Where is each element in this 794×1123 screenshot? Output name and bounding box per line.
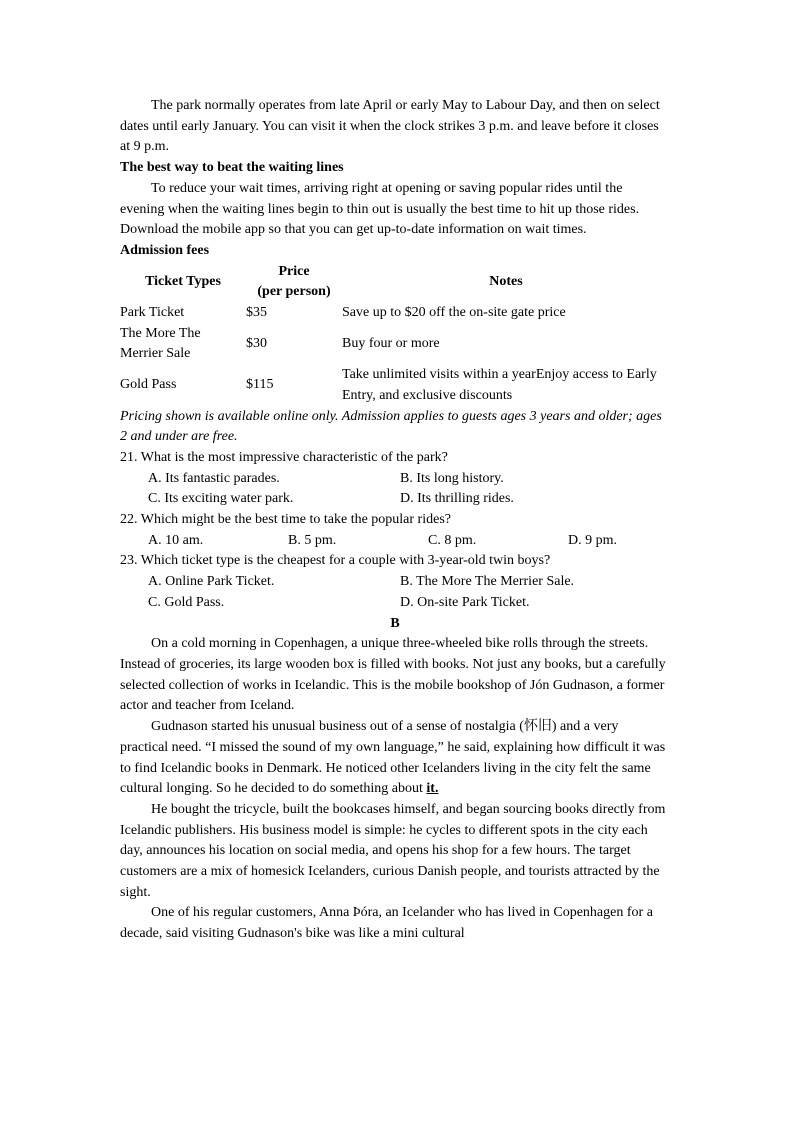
passage-b-paragraph-2-text: Gudnason started his unusual business out of a sense of nostalgia (怀旧) and a very practical need. “I missed the sound of my own language,” he said, explaining how difficult it was to find Icelandic books in Denmark. He noticed other Icelanders living in the city felt the same cultural longing. So he decided to do something about: [120, 719, 666, 797]
price-cell: $115: [246, 377, 274, 393]
underlined-reference: it.: [426, 781, 439, 797]
passage-b-paragraph-2: [120, 717, 670, 800]
ticket-type-cell: Gold Pass: [120, 377, 177, 393]
option-b: B. 5 pm.: [288, 532, 337, 548]
option-a: A. Online Park Ticket.: [148, 574, 275, 590]
notes-cell: Take unlimited visits within a yearEnjoy access to Early Entry, and exclusive discounts: [342, 367, 657, 403]
intro-paragraph-2: To reduce your wait times, arriving right at opening or saving popular rides until the evening when the waiting lines begin to thin out is usually the best time to hit up those rides. Download the mobile app so that you can get up-to-date information on wait times.: [120, 180, 640, 238]
table-row: [120, 303, 670, 324]
question-23-options-row-2: [120, 593, 670, 614]
option-a: A. 10 am.: [148, 532, 204, 548]
option-c: C. Gold Pass.: [148, 594, 225, 610]
passage-b-paragraph-3: He bought the tricycle, built the bookcases himself, and began sourcing books directly from Icelandic publishers. His business model is simple: he cycles to different spots in the city each day, announces his location on social media, and opens his shop for a few hours. The target customers are a mix of homesick Icelanders, curious Danish people, and tourists attracted by the sight.: [120, 801, 666, 900]
intro-paragraph-1: The park normally operates from late April or early May to Labour Day, and then on select dates until early January. You can visit it when the clock strikes 3 p.m. and leave before it closes at 9 p.m.: [120, 98, 660, 155]
col-price: [246, 262, 342, 303]
question-21-stem: 21. What is the most impressive characteristic of the park?: [120, 449, 448, 465]
option-d: D. On-site Park Ticket.: [400, 594, 530, 610]
waiting-lines-heading: The best way to beat the waiting lines: [120, 160, 344, 176]
table-row: [120, 365, 670, 406]
question-21-options-row-2: [120, 489, 670, 510]
section-b-label: B: [390, 615, 400, 631]
price-cell: $35: [246, 305, 267, 321]
question-23-options-row-1: [120, 572, 670, 593]
price-cell: $30: [246, 336, 267, 352]
ticket-type-cell: The More The Merrier Sale: [120, 325, 201, 362]
admission-fees-heading: Admission fees: [120, 242, 210, 258]
passage-b-paragraph-4: One of his regular customers, Anna Þóra, an Icelander who has lived in Copenhagen for a decade, said visiting Gudnason's bike was like a mini cultural: [120, 905, 653, 942]
question-21-options-row-1: [120, 469, 670, 490]
table-row: [120, 324, 670, 365]
pricing-footnote: Pricing shown is available online only. Admission applies to guests ages 3 years and older; ages 2 and under are free.: [120, 408, 662, 445]
option-c: C. 8 pm.: [428, 532, 477, 548]
ticket-type-cell: Park Ticket: [120, 305, 185, 321]
table-header-row: [120, 262, 670, 303]
option-a: A. Its fantastic parades.: [148, 470, 280, 486]
notes-cell: Save up to $20 off the on-site gate price: [342, 305, 566, 321]
question-22-stem: 22. Which might be the best time to take the popular rides?: [120, 512, 451, 528]
option-d: D. 9 pm.: [568, 532, 617, 548]
option-b: B. The More The Merrier Sale.: [400, 574, 575, 590]
col-price-label: Price: [278, 263, 310, 279]
question-23-stem: 23. Which ticket type is the cheapest for a couple with 3-year-old twin boys?: [120, 553, 551, 569]
question-22-options-row: [120, 531, 670, 552]
col-ticket-types: Ticket Types: [145, 273, 221, 289]
passage-b-paragraph-1: On a cold morning in Copenhagen, a unique three-wheeled bike rolls through the streets. Instead of groceries, its large wooden box is filled with books. Not just any books, but a carefully selected collection of works in Icelandic. This is the mobile bookshop of Jón Gudnason, a former actor and teacher from Iceland.: [120, 636, 666, 714]
col-price-unit: (per person): [257, 284, 331, 300]
admission-fees-table: [120, 262, 670, 407]
option-c: C. Its exciting water park.: [148, 491, 294, 507]
option-b: B. Its long history.: [400, 470, 504, 486]
notes-cell: Buy four or more: [342, 336, 440, 352]
option-d: D. Its thrilling rides.: [400, 491, 514, 507]
col-notes: Notes: [489, 273, 523, 289]
document-page: [120, 96, 670, 945]
